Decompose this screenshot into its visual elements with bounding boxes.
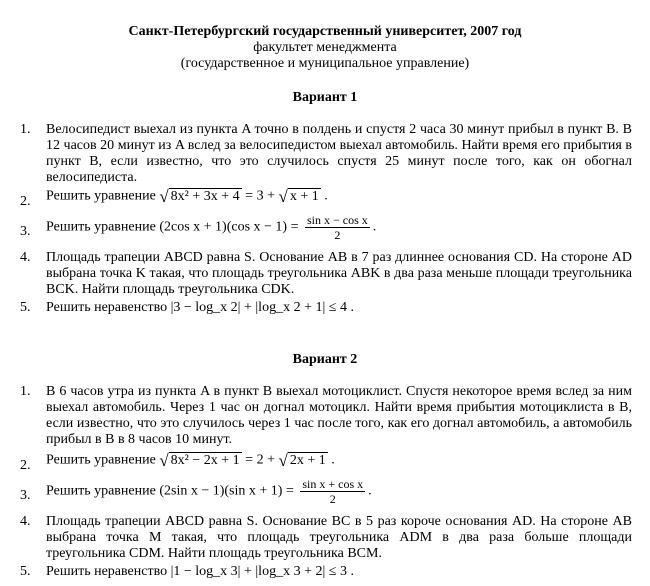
fraction — [305, 213, 370, 242]
problem-number: 3. — [20, 488, 31, 503]
radicand: 2x + 1 — [289, 453, 326, 468]
fraction-denominator: 2 — [334, 228, 341, 242]
variant-1-title: Вариант 1 — [292, 90, 358, 105]
inequality-expr: |3 − log_x 2| + |log_x 2 + 1| ≤ 4 . — [170, 300, 354, 315]
equation-expr: (2sin x − 1)(sin x + 1) = — [159, 483, 294, 499]
problem-text: Площадь трапеции ABCD равна S. Основание AB в 7 раз длиннее основания CD. На стороне AD выбрана точка K такая, что площадь треугольника ABK в два раза меньше площади треугольника BCK. Найти площадь треугольника CDK. — [46, 250, 632, 297]
equation-prefix: Решить уравнение — [46, 219, 156, 235]
problem-number: 1. — [20, 122, 31, 137]
sqrt-expression: √ 8x² − 2x + 1 — [159, 451, 240, 470]
problem-number: 2. — [20, 194, 31, 209]
equation-expr: (2cos x + 1)(cos x − 1) = — [159, 219, 299, 235]
faculty-line: факультет менеджмента — [253, 40, 397, 55]
problem-number: 4. — [20, 250, 31, 265]
inequality-line — [46, 564, 354, 580]
equation-line — [46, 477, 372, 506]
equation-line — [46, 452, 335, 469]
variant-2-title: Вариант 2 — [292, 352, 358, 367]
equation-line — [46, 188, 328, 205]
equation-end: . — [372, 219, 377, 235]
fraction-numerator: sin x − cos x — [307, 213, 368, 227]
sqrt-expression: √ x + 1 — [278, 187, 319, 206]
problem-number: 2. — [20, 458, 31, 473]
radicand: x + 1 — [289, 189, 319, 204]
problem-number: 5. — [20, 564, 31, 579]
inequality-prefix: Решить неравенство — [46, 300, 168, 315]
radicand: 8x² − 2x + 1 — [170, 453, 240, 468]
fraction-numerator: sin x + cos x — [302, 477, 364, 491]
equation-prefix: Решить уравнение — [46, 188, 156, 204]
equation-middle: = 3 + — [245, 188, 275, 204]
problem-text: Площадь трапеции ABCD равна S. Основание BC в 5 раз короче основания AD. На стороне AB выбрана точка M такая, что площадь треугольника ADM в два раза больше площади треугольника CDM. Найти площадь треугольника BCM. — [46, 514, 632, 561]
university-title: Санкт-Петербургский государственный университет, 2007 год — [128, 24, 522, 39]
problem-number: 4. — [20, 514, 31, 529]
problem-number: 5. — [20, 300, 31, 315]
equation-prefix: Решить уравнение — [46, 452, 156, 468]
radicand: 8x² + 3x + 4 — [170, 189, 240, 204]
inequality-line — [46, 300, 354, 316]
equation-end: . — [324, 188, 328, 204]
fraction-denominator: 2 — [329, 492, 336, 506]
inequality-expr: |1 − log_x 3| + |log_x 3 + 2| ≤ 3 . — [170, 564, 354, 579]
equation-prefix: Решить уравнение — [46, 483, 156, 499]
equation-end: . — [331, 452, 335, 468]
equation-line — [46, 213, 376, 242]
equation-middle: = 2 + — [245, 452, 275, 468]
problem-number: 3. — [20, 224, 31, 239]
problem-number: 1. — [20, 384, 31, 399]
sqrt-expression: √ 8x² + 3x + 4 — [159, 187, 240, 206]
sqrt-expression: √ 2x + 1 — [278, 451, 326, 470]
fraction — [300, 477, 365, 506]
inequality-prefix: Решить неравенство — [46, 564, 168, 579]
program-line: (государственное и муниципальное управление) — [180, 56, 470, 71]
equation-end: . — [368, 483, 372, 499]
problem-text: Велосипедист выехал из пункта A точно в полдень и спустя 2 часа 30 минут прибыл в пункт B. В 12 часов 20 минут из A вслед за велосипедистом выехал автомобиль. Найти время его прибытия в пункт B, если известно, что это случилось спустя 25 минут после того, как он обогнал велосипедиста. — [46, 122, 632, 185]
problem-text: В 6 часов утра из пункта A в пункт B выехал мотоциклист. Спустя некоторое время вслед за ним выехал автомобиль. Через 1 час он догнал мотоцикл. Найти время прибытия мотоциклиста в B, если известно, что это случилось через 1 час после того, как его догнал автомобиль, а автомобиль прибыл в B в 8 часов 10 минут. — [46, 384, 632, 447]
